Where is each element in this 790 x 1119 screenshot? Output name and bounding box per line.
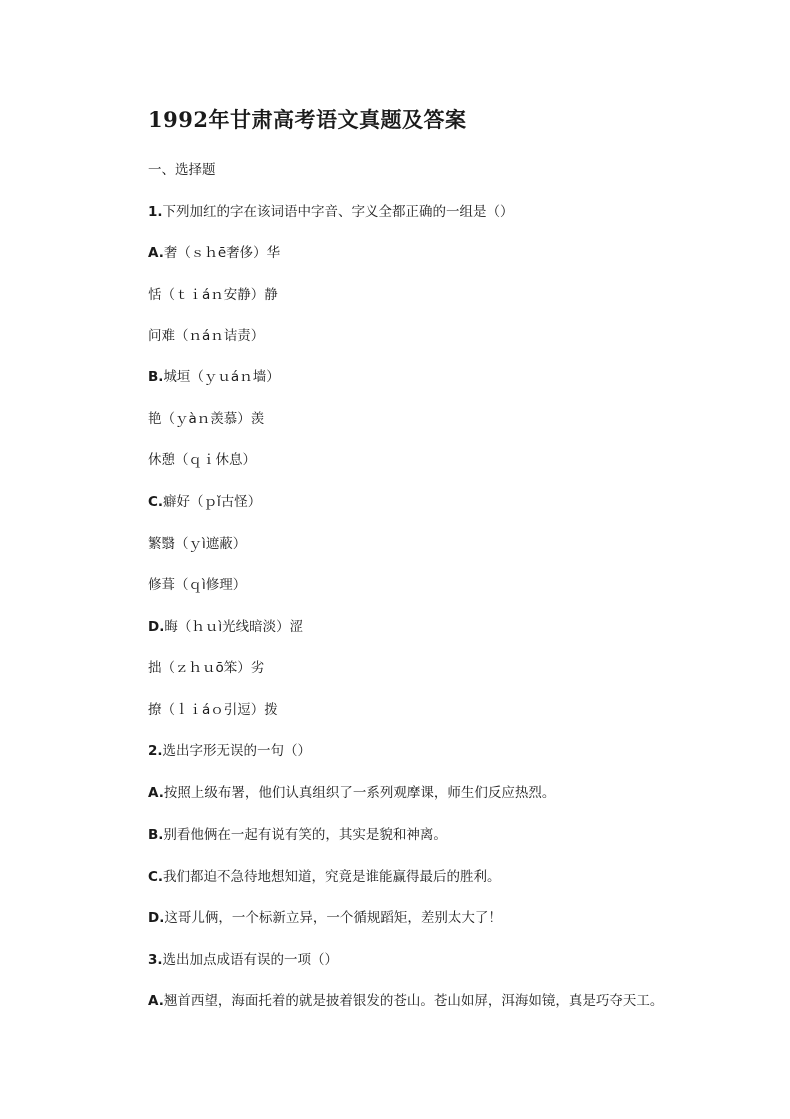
line-prefix: 3. [148,952,163,968]
line-text: 休憩（ｑｉ休息） [148,452,256,468]
line-text: 这哥儿俩，一个标新立异，一个循规蹈矩，差别太大了！ [164,910,502,926]
line-text: 拙（ｚｈｕō笨）劣 [148,660,265,676]
option-line [148,410,264,428]
line-prefix: D. [148,619,165,635]
line-text: 恬（ｔｉáｎ安静）静 [148,287,278,303]
option-line [148,659,264,677]
line-text: 别看他俩在一起有说有笑的，其实是貌和神离。 [163,827,447,843]
line-text: 癖好（ｐǐ古怪） [163,494,262,510]
section-heading: 一、选择题 [148,162,216,178]
option-line [148,868,501,886]
line-prefix: A. [148,785,164,801]
line-text: 撩（ｌｉáｏ引逗）拨 [148,702,278,718]
line-text: 问难（ｎáｎ诘责） [148,328,265,344]
line-prefix: B. [148,369,164,385]
question-line [148,742,311,760]
option-line [148,784,555,802]
line-text: 翘首西望，海面托着的就是披着银发的苍山。苍山如屏，洱海如镜，真是巧夺天工。 [163,993,664,1009]
line-text: 艳（ｙàｎ羡慕）羡 [148,411,265,427]
line-text: 按照上级布署，他们认真组织了一系列观摩课，师生们反应热烈。 [163,785,556,801]
question-line [148,203,514,221]
option-line [148,327,264,345]
line-text: 下列加红的字在该词语中字音、字义全都正确的一组是（） [162,204,514,220]
line-text: 繁翳（ｙì遮蔽） [148,536,247,552]
option-line [148,451,256,469]
question-line [148,951,338,969]
line-text: 选出加点成语有误的一项（） [162,952,339,968]
line-text: 选出字形无误的一句（） [162,743,312,759]
line-prefix: D. [148,910,165,926]
option-line [148,576,246,594]
line-prefix: B. [148,827,164,843]
option-line [148,244,280,262]
document-title: 1992年甘肃高考语文真题及答案 [148,107,467,132]
line-text: 晦（ｈｕì光线暗淡）涩 [164,619,304,635]
line-text: 我们都迫不急待地想知道，究竟是谁能赢得最后的胜利。 [163,869,501,885]
option-line [148,826,447,844]
option-line [148,909,502,927]
line-prefix: A. [148,245,164,261]
line-text: 修葺（ｑì修理） [148,577,247,593]
line-prefix: A. [148,993,164,1009]
option-line [148,286,278,304]
line-prefix: 1. [148,204,163,220]
line-text: 奢（ｓｈē奢侈）华 [163,245,281,261]
line-prefix: C. [148,494,164,510]
option-line [148,992,663,1010]
option-line [148,535,246,553]
option-line [148,493,261,511]
line-text: 城垣（ｙｕáｎ墙） [163,369,280,385]
option-line [148,618,303,636]
line-prefix: C. [148,869,164,885]
line-prefix: 2. [148,743,163,759]
option-line [148,701,278,719]
option-line [148,368,280,386]
